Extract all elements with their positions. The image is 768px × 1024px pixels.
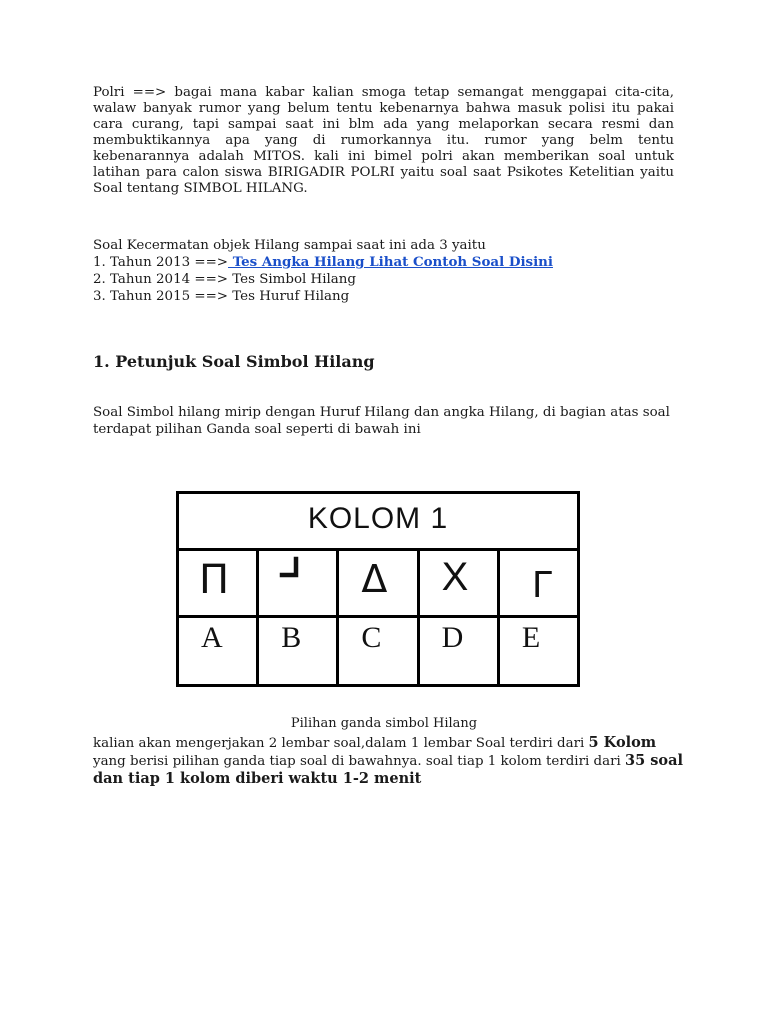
list-item-2015: 3. Tahun 2015 ==> Tes Huruf Hilang — [93, 289, 350, 304]
year-list — [93, 237, 693, 305]
x-symbol: X — [441, 555, 469, 599]
closing-text-1: kalian akan mengerjakan 2 lembar soal,dalam 1 lembar Soal terdiri dari — [93, 736, 589, 751]
letter-b: B — [259, 618, 339, 684]
letter-row — [179, 618, 577, 684]
corner-symbol-path — [282, 559, 296, 575]
letter-e: E — [521, 621, 541, 654]
symbol-cell-b — [259, 551, 339, 615]
list-intro: Soal Kecermatan objek Hilang sampai saat ini ada 3 yaitu — [93, 238, 486, 253]
kolom-figure — [176, 491, 580, 687]
intro-paragraph: Polri ==> bagai mana kabar kalian smoga tetap semangat menggapai cita-cita, walaw banyak rumor yang belum tentu kebenarnya bahwa masuk polisi itu pakai cara curang, tapi sampai saat ini blm ada yang melaporkan secara resmi dan membuktikannya apa yang di rumorkannya itu. rumor yang belm tentu kebenarannya adalah MITOS. kali ini bimel polri akan memberikan soal untuk latihan para calon siswa BIRIGADIR POLRI yaitu soal saat Psikotes Ketelitian yaitu Soal tentang SIMBOL HILANG. — [93, 85, 674, 196]
corner-symbol — [259, 551, 337, 615]
delta-symbol: Δ — [361, 557, 388, 601]
letter-a: A — [179, 618, 259, 684]
closing-paragraph — [93, 734, 693, 788]
closing-text-2: yang berisi pilihan ganda tiap soal di bawahnya. soal tiap 1 kolom terdiri dari — [93, 754, 626, 769]
kolom-header: KOLOM 1 — [179, 494, 577, 551]
letter-c: C — [339, 618, 419, 684]
section-heading: 1. Petunjuk Soal Simbol Hilang — [93, 352, 375, 371]
symbol-cell-a — [179, 551, 259, 615]
closing-bold-2: 35 soal dan tiap 1 kolom diberi waktu 1-2 menit — [93, 752, 683, 787]
gamma-symbol: Γ — [531, 565, 552, 606]
list-item-2013-prefix: 1. Tahun 2013 ==> — [93, 255, 229, 270]
pi-symbol: Π — [199, 557, 230, 603]
symbol-cell-d — [420, 551, 500, 615]
symbol-row — [179, 551, 577, 618]
letter-d: D — [420, 618, 500, 684]
tes-angka-hilang-link[interactable]: Tes Angka Hilang Lihat Contoh Soal Disini — [228, 254, 553, 270]
symbol-cell-e — [500, 551, 577, 615]
symbol-cell-c — [339, 551, 419, 615]
closing-bold-1: 5 Kolom — [588, 734, 657, 751]
list-item-2013 — [93, 254, 693, 271]
list-item-2014: 2. Tahun 2014 ==> Tes Simbol Hilang — [93, 272, 356, 287]
section-paragraph: Soal Simbol hilang mirip dengan Huruf Hilang dan angka Hilang, di bagian atas soal terdapat pilihan Ganda soal seperti di bawah ini — [93, 405, 670, 437]
figure-caption: Pilihan ganda simbol Hilang — [290, 716, 478, 731]
